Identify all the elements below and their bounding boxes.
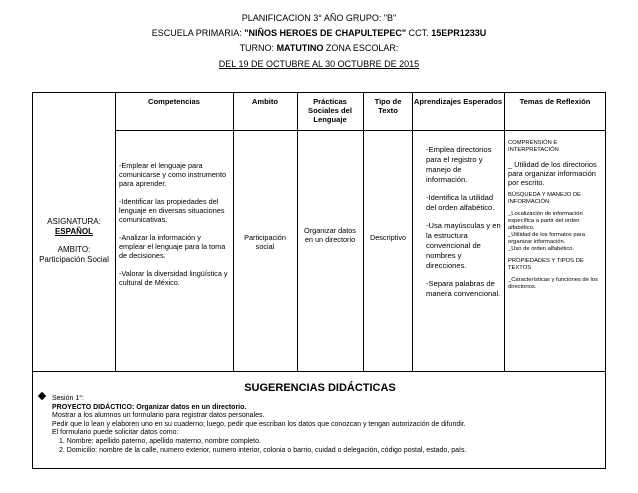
- header-temas: Temas de Reflexión: [519, 97, 591, 106]
- temas-cell: [508, 140, 600, 291]
- sugerencias-body: [39, 394, 603, 455]
- header-tipo-texto: Tipo de Texto: [374, 97, 402, 115]
- aprendizajes-cell: [426, 145, 502, 299]
- tema-item: _Utilidad de los formatos para organizar información.: [508, 232, 586, 245]
- tema-heading: BÚSQUEDA Y MANEJO DE INFORMACIÓN: [508, 192, 581, 205]
- sugerencias-title: SUGERENCIAS DIDÁCTICAS: [244, 382, 396, 394]
- sugerencia-line: 1. Nombre: apellido paterno, apellido materno, nombre completo.: [59, 437, 261, 445]
- col-divider-1: [115, 93, 116, 371]
- asignatura-value: ESPAÑOL: [54, 227, 94, 236]
- aprendizaje-item: -Separa palabras de manera convencional.: [426, 279, 501, 298]
- tema-item: _Uso de orden alfabético.: [508, 246, 575, 252]
- col-divider-2: [233, 93, 234, 371]
- header-competencias: Competencias: [148, 97, 200, 106]
- header-dates: [0, 59, 638, 70]
- turno-value: MATUTINO: [276, 43, 324, 53]
- header-line-school: [0, 28, 638, 39]
- tema-item: _ Utilidad de los directorios para organizar información por escrito.: [508, 160, 597, 187]
- date-range: DEL 19 DE OCTUBRE AL 30 OCTUBRE DE 2015: [218, 59, 420, 69]
- proyecto-title: PROYECTO DIDÁCTICO: Organizar datos en un directorio.: [52, 403, 247, 411]
- practica-cell: Organizar datos en un directorio: [304, 226, 356, 244]
- competencia-item: -Identificar las propiedades del lenguaje en diversas situaciones comunicativas.: [119, 197, 225, 224]
- ambito-cell: Participación social: [244, 233, 286, 251]
- header-aprendizajes: Aprendizajes Esperados: [413, 97, 503, 106]
- bullet-diamond-icon: [38, 392, 46, 400]
- aprendizaje-item: -Usa mayúsculas y en la estructura convencional de nombres y direcciones.: [426, 221, 501, 270]
- planning-table: [32, 92, 606, 469]
- sugerencias-divider: [33, 371, 605, 372]
- competencia-item: -Analizar la información y emplear el lenguaje para la toma de decisiones.: [119, 233, 226, 260]
- aprendizaje-item: -Identifica la utilidad del orden alfabético.: [426, 193, 495, 212]
- header-line-plan: [0, 13, 638, 24]
- asignatura-label: ASIGNATURA:: [47, 217, 101, 226]
- competencia-item: -Valorar la diversidad lingüística y cultural de México.: [119, 269, 228, 287]
- header-practicas: Prácticas Sociales del Lenguaje: [308, 97, 352, 124]
- sugerencia-line: Pedir que lo lean y elaboren uno en su cuaderno; luego, pedir que escriban los datos que conozcan y tengan autorización de difundir.: [52, 420, 466, 428]
- col-divider-5: [412, 93, 413, 371]
- sugerencia-line: Mostrar a los alumnos un formulario para registrar datos personales.: [52, 412, 265, 420]
- competencias-cell: [119, 161, 229, 287]
- sesion-label: Sesión 1°:: [52, 395, 84, 402]
- school-name: "NIÑOS HEROES DE CHAPULTEPEC": [244, 28, 407, 38]
- tema-item: _Características y funciones de los directorios.: [508, 277, 598, 290]
- col-divider-4: [363, 93, 364, 371]
- sugerencia-line: El formulario puede solicitar datos como:: [52, 429, 179, 437]
- plan-title: PLANIFICACION 3° AÑO GRUPO: "B": [241, 13, 397, 23]
- tema-heading: PROPIEDADES Y TIPOS DE TEXTOS: [508, 258, 584, 271]
- turno-label: TURNO:: [239, 43, 277, 53]
- ambito-value: Participación Social: [39, 255, 109, 264]
- ambito-label: AMBITO:: [57, 245, 91, 254]
- school-label: ESCUELA PRIMARIA:: [151, 28, 245, 38]
- header-row-divider: [115, 130, 605, 131]
- tema-item: _Localización de información específica a partir del orden alfabético.: [508, 211, 583, 231]
- zona-label: ZONA ESCOLAR:: [323, 43, 399, 53]
- header-ambito: Ambito: [251, 97, 279, 106]
- header-line-turno: [0, 43, 638, 54]
- cct-label: CCT.: [406, 28, 432, 38]
- sugerencia-line: 2. Domicilio: nombre de la calle, numero exterior, numero interior, colonia o barrio, cuidad o delegación, código postal, estado, país.: [59, 446, 467, 454]
- competencia-item: -Emplear el lenguaje para comunicarse y como instrumento para aprender.: [119, 161, 227, 188]
- tipo-texto-cell: Descriptivo: [369, 233, 407, 242]
- tema-heading: COMPRENSIÓN E INTERPRETACIÓN: [508, 140, 559, 153]
- col-divider-6: [504, 93, 505, 371]
- cct-code: 15EPR1233U: [431, 28, 487, 38]
- aprendizaje-item: -Emplea directorios para el registro y manejo de información.: [426, 145, 492, 184]
- col-divider-3: [297, 93, 298, 371]
- asignatura-cell: [35, 217, 113, 265]
